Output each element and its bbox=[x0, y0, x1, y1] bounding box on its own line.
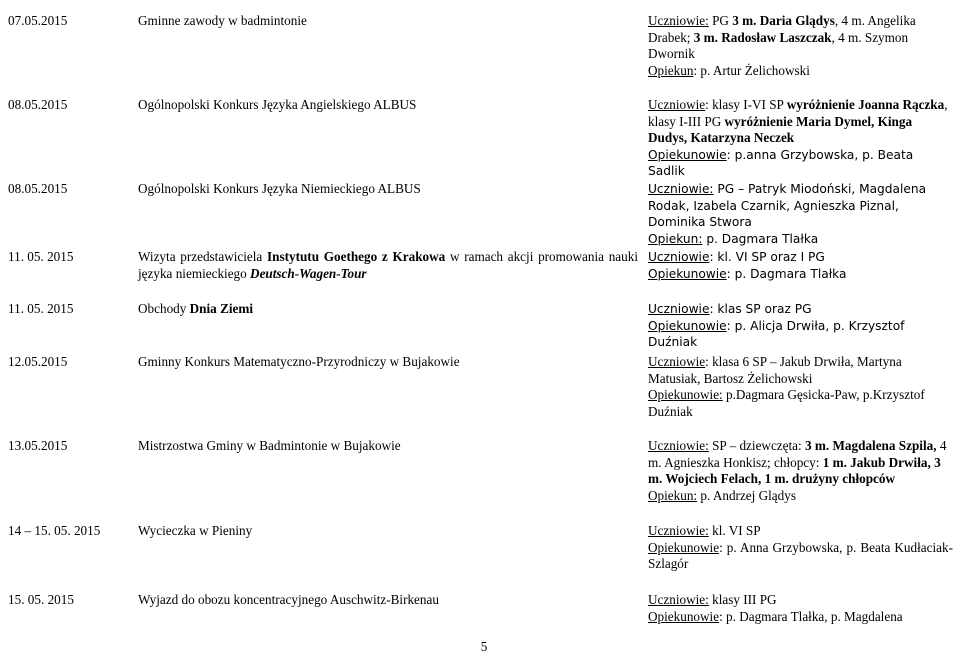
table-row bbox=[0, 354, 960, 419]
participants-label: Uczniowie bbox=[648, 354, 706, 369]
event-details bbox=[648, 181, 953, 247]
event-details bbox=[648, 354, 953, 420]
title-text: Wizyta przedstawiciela bbox=[138, 249, 267, 264]
event-details bbox=[648, 97, 953, 180]
event-date: 11. 05. 2015 bbox=[8, 249, 74, 264]
participants-label: Uczniowie: bbox=[648, 182, 714, 196]
detail-text: PG bbox=[708, 13, 733, 28]
participants-label: Uczniowie bbox=[648, 97, 706, 112]
event-title: Ogólnopolski Konkurs Języka Niemieckiego ALBUS bbox=[138, 181, 421, 196]
detail-text: PG – Patryk Miodoński, Magdalena Rodak, Izabela Czarnik, Agnieszka Piznal, Dominika Stwora bbox=[648, 182, 927, 229]
title-bold: Dnia Ziemi bbox=[189, 301, 254, 316]
event-title bbox=[138, 301, 638, 318]
guardian-label: Opiekunowie: bbox=[648, 387, 723, 402]
detail-text: 4 m. Agnieszka Honkisz; chłopcy: bbox=[648, 438, 947, 470]
event-title bbox=[138, 249, 638, 282]
detail-text: , 4 m. Angelika Drabek; bbox=[648, 13, 916, 45]
detail-bold: 3 m. Daria Glądys bbox=[732, 13, 835, 28]
event-details bbox=[648, 523, 953, 573]
detail-bold: 3 m. Magdalena Szpila, bbox=[805, 438, 937, 453]
table-row bbox=[0, 438, 960, 503]
detail-text: kl. VI SP bbox=[708, 523, 761, 538]
event-details bbox=[648, 438, 953, 504]
guardian-label: Opiekunowie bbox=[648, 147, 727, 162]
event-date: 11. 05. 2015 bbox=[8, 301, 74, 316]
participants-label: Uczniowie bbox=[648, 302, 710, 316]
participants-label: Uczniowie bbox=[648, 250, 710, 264]
event-details bbox=[648, 13, 953, 79]
detail-bold: wyróżnienie Joanna Rączka bbox=[786, 97, 945, 112]
event-date: 12.05.2015 bbox=[8, 354, 68, 369]
event-title: Wyjazd do obozu koncentracyjnego Auschwitz-Birkenau bbox=[138, 592, 439, 607]
participants-label: Uczniowie: bbox=[648, 438, 709, 453]
table-row bbox=[0, 592, 960, 624]
detail-text: : p.anna Grzybowska, p. Beata Sadlik bbox=[648, 147, 914, 178]
detail-text: : p. Artur Żelichowski bbox=[693, 62, 810, 78]
detail-text: : p. Anna Grzybowska, p. Beata Kudłaciak-Szlagór bbox=[648, 539, 953, 571]
event-title: Mistrzostwa Gminy w Badmintonie w Bujakowie bbox=[138, 438, 401, 453]
guardian-label: Opiekunowie bbox=[648, 539, 720, 555]
detail-text: : klasy I-VI SP bbox=[705, 97, 787, 112]
guardian-label: Opiekun: bbox=[648, 231, 703, 246]
detail-bold: 1 m. Jakub Drwiła, 3 m. Wojciech Felach, 1 m. drużyny chłopców bbox=[648, 454, 941, 486]
title-bold: Instytutu Goethego z Krakowa bbox=[267, 249, 446, 264]
title-text: Obchody bbox=[138, 301, 190, 316]
event-date: 08.05.2015 bbox=[8, 181, 68, 196]
participants-label: Uczniowie: bbox=[648, 13, 709, 28]
guardian-label: Opiekun bbox=[648, 62, 694, 78]
detail-text: : klasa 6 SP – Jakub Drwiła, Martyna Matusiak, Bartosz Żelichowski bbox=[648, 354, 902, 386]
participants-label: Uczniowie: bbox=[648, 592, 709, 607]
event-details bbox=[648, 592, 953, 625]
event-title: Wycieczka w Pieniny bbox=[138, 523, 253, 538]
detail-text: , klasy I-III PG bbox=[648, 97, 948, 129]
event-details bbox=[648, 249, 953, 282]
event-title: Gminny Konkurs Matematyczno-Przyrodniczy w Bujakowie bbox=[138, 354, 460, 369]
detail-text: p.Dagmara Gęsicka-Paw, p.Krzysztof Duźniak bbox=[648, 387, 925, 419]
detail-text: : p. Dagmara Tlałka, p. Magdalena bbox=[719, 608, 903, 624]
table-row bbox=[0, 301, 960, 349]
guardian-label: Opiekun: bbox=[648, 487, 698, 503]
detail-text: : p. Dagmara Tlałka bbox=[726, 266, 847, 281]
event-details bbox=[648, 301, 953, 351]
title-text: w ramach akcji promowania nauki języka niemieckiego bbox=[138, 249, 639, 281]
title-bold-italic: Deutsch-Wagen-Tour bbox=[250, 265, 367, 281]
event-date: 15. 05. 2015 bbox=[8, 592, 74, 607]
detail-text: : klas SP oraz PG bbox=[709, 302, 812, 316]
table-row bbox=[0, 523, 960, 571]
detail-text: p. Dagmara Tlałka bbox=[702, 231, 819, 246]
page-number: 5 bbox=[480, 639, 488, 654]
detail-text: klasy III PG bbox=[708, 592, 777, 607]
event-title: Ogólnopolski Konkurs Języka Angielskiego ALBUS bbox=[138, 97, 417, 112]
detail-bold: wyróżnienie Maria Dymel, Kinga Dudys, Katarzyna Neczek bbox=[648, 113, 913, 145]
table-row bbox=[0, 249, 960, 281]
event-date: 07.05.2015 bbox=[8, 13, 68, 28]
event-date: 14 – 15. 05. 2015 bbox=[8, 523, 101, 538]
participants-label: Uczniowie: bbox=[648, 523, 709, 538]
guardian-label: Opiekunowie bbox=[648, 608, 720, 624]
detail-text: SP – dziewczęta: bbox=[708, 438, 805, 453]
event-title: Gminne zawody w badmintonie bbox=[138, 13, 307, 28]
table-row bbox=[0, 97, 960, 178]
event-date: 08.05.2015 bbox=[8, 97, 68, 112]
guardian-label: Opiekunowie bbox=[648, 266, 727, 281]
table-row bbox=[0, 181, 960, 246]
detail-text: : p. Alicja Drwiła, p. Krzysztof Duźniak bbox=[648, 318, 905, 349]
detail-text: : kl. VI SP oraz I PG bbox=[709, 250, 825, 264]
detail-text: , 4 m. Szymon Dwornik bbox=[648, 29, 909, 61]
detail-bold: 3 m. Radosław Laszczak bbox=[693, 29, 832, 45]
detail-text: p. Andrzej Glądys bbox=[697, 487, 796, 503]
guardian-label: Opiekunowie bbox=[648, 318, 727, 333]
event-date: 13.05.2015 bbox=[8, 438, 68, 453]
table-row bbox=[0, 13, 960, 78]
